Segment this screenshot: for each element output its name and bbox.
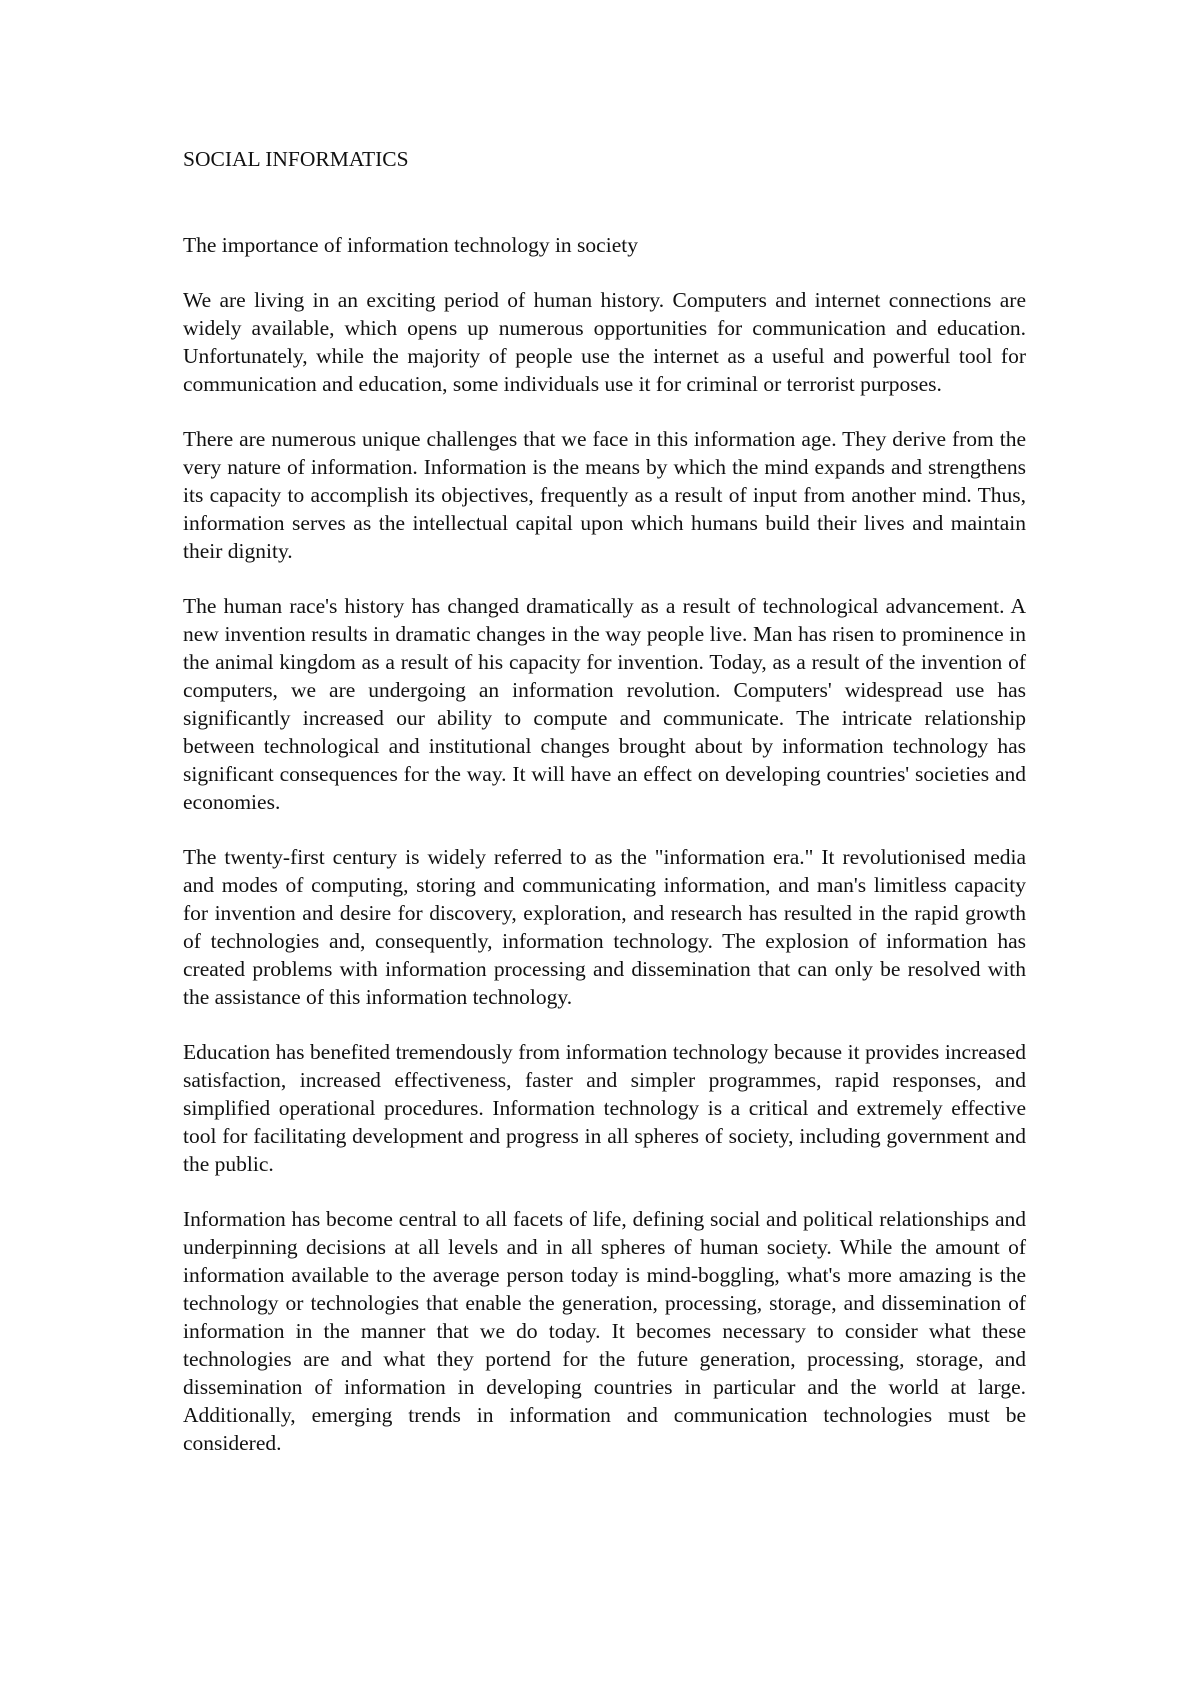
document-title: SOCIAL INFORMATICS bbox=[183, 147, 409, 171]
paragraph-3: The human race's history has changed dramatically as a result of technological advancement. A new invention results in dramatic changes in the way people live. Man has risen to prominence in the animal kingdom as a result of his capacity for invention. Today, as a result of the invention of computers, we are undergoing an information revolution. Computers' widespread use has significantly increased our ability to compute and communicate. The intricate relationship between technological and institutional changes brought about by information technology has significant consequences for the way. It will have an effect on developing countries' societies and economies. bbox=[183, 594, 1026, 814]
document-subtitle: The importance of information technology in society bbox=[183, 233, 638, 257]
document-body bbox=[183, 145, 1026, 1457]
paragraph-1: We are living in an exciting period of human history. Computers and internet connections are widely available, which opens up numerous opportunities for communication and education. Unfortunately, while the majority of people use the internet as a useful and powerful tool for communication and education, some individuals use it for criminal or terrorist purposes. bbox=[183, 288, 1026, 396]
paragraph-5: Education has benefited tremendously from information technology because it provides increased satisfaction, increased effectiveness, faster and simpler programmes, rapid responses, and simplified operational procedures. Information technology is a critical and extremely effective tool for facilitating development and progress in all spheres of society, including government and the public. bbox=[183, 1040, 1026, 1176]
paragraph-4: The twenty-first century is widely referred to as the "information era." It revolutionised media and modes of computing, storing and communicating information, and man's limitless capacity for invention and desire for discovery, exploration, and research has resulted in the rapid growth of technologies and, consequently, information technology. The explosion of information has created problems with information processing and dissemination that can only be resolved with the assistance of this information technology. bbox=[183, 845, 1026, 1009]
paragraph-2: There are numerous unique challenges that we face in this information age. They derive from the very nature of information. Information is the means by which the mind expands and strengthens its capacity to accomplish its objectives, frequently as a result of input from another mind. Thus, information serves as the intellectual capital upon which humans build their lives and maintain their dignity. bbox=[183, 427, 1026, 563]
paragraph-6: Information has become central to all facets of life, defining social and political relationships and underpinning decisions at all levels and in all spheres of human society. While the amount of information available to the average person today is mind-boggling, what's more amazing is the technology or technologies that enable the generation, processing, storage, and dissemination of information in the manner that we do today. It becomes necessary to consider what these technologies are and what they portend for the future generation, processing, storage, and dissemination of information in developing countries in particular and the world at large. Additionally, emerging trends in information and communication technologies must be considered. bbox=[183, 1207, 1026, 1455]
